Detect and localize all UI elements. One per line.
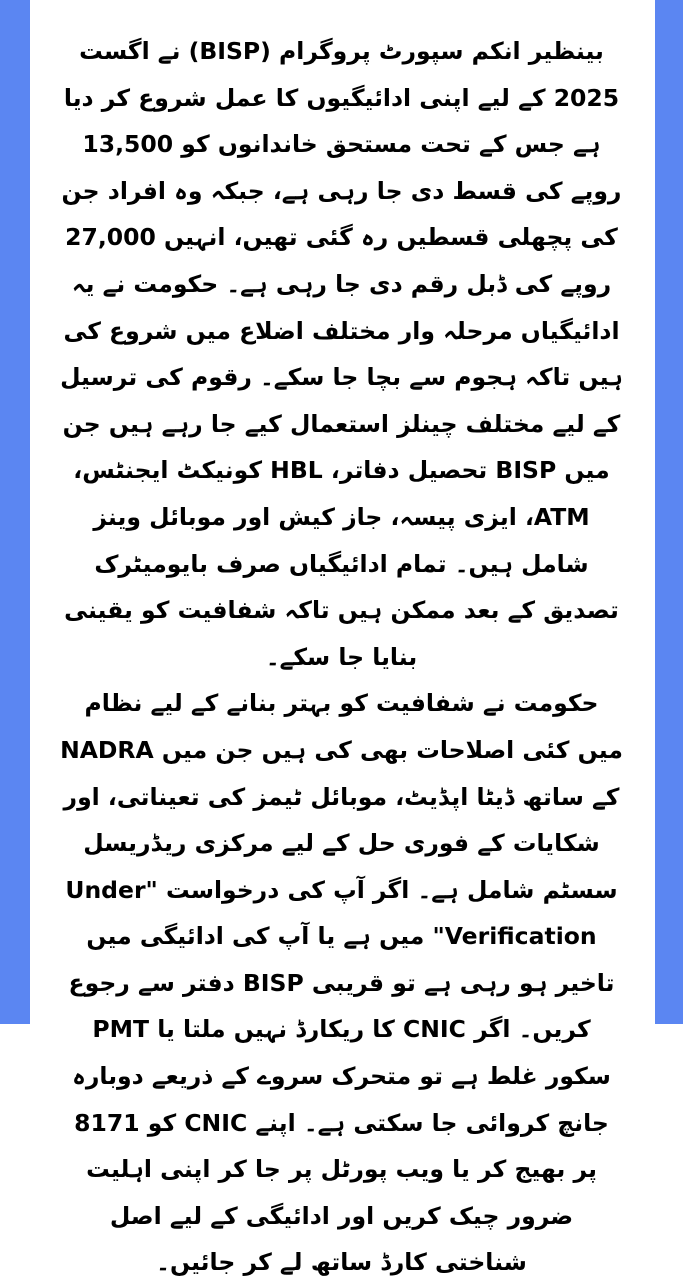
left-border-stripe bbox=[0, 0, 30, 1024]
paragraph-reforms-and-verification: حکومت نے شفافیت کو بہتر بنانے کے لیے نظام میں کئی اصلاحات بھی کی ہیں جن میں NADRA کے ساتھ ڈیٹا اپڈیٹ، موبائل ٹیمز کی تعیناتی، اور شکایات کے فوری حل کے لیے مرکزی ریڈریسل سسٹم شامل ہے۔ اگر آپ کی درخواست "Under Verification" میں ہے یا آپ کی ادائیگی میں تاخیر ہو رہی ہے تو قریبی BISP دفتر سے رجوع کریں۔ اگر CNIC کا ریکارڈ نہیں ملتا یا PMT سکور غلط ہے تو متحرک سروے کے ذریعے دوبارہ جانچ کروائی جا سکتی ہے۔ اپنے CNIC کو 8171 پر بھیج کر یا ویب پورٹل پر جا کر اپنی اہلیت ضرور چیک کریں اور ادائیگی کے لیے اصل شناختی کارڈ ساتھ لے کر جائیں۔ bbox=[60, 689, 623, 1277]
article-body bbox=[60, 28, 623, 1277]
right-border-stripe bbox=[655, 0, 683, 1024]
paragraph-payments-overview: بینظیر انکم سپورٹ پروگرام (BISP) نے اگست 2025 کے لیے اپنی ادائیگیوں کا عمل شروع کر دیا ہے جس کے تحت مستحق خاندانوں کو 13,500 روپے کی قسط دی جا رہی ہے، جبکہ وہ افراد جن کی پچھلی قسطیں رہ گئی تھیں، انہیں 27,000 روپے کی ڈبل رقم دی جا رہی ہے۔ حکومت نے یہ ادائیگیاں مرحلہ وار مختلف اضلاع میں شروع کی ہیں تاکہ ہجوم سے بچا جا سکے۔ رقوم کی ترسیل کے لیے مختلف چینلز استعمال کیے جا رہے ہیں جن میں BISP تحصیل دفاتر، HBL کونیکٹ ایجنٹس، ATM، ایزی پیسہ، جاز کیش اور موبائل وینز شامل ہیں۔ تمام ادائیگیاں صرف بایومیٹرک تصدیق کے بعد ممکن ہیں تاکہ شفافیت کو یقینی بنایا جا سکے۔ bbox=[60, 37, 623, 671]
